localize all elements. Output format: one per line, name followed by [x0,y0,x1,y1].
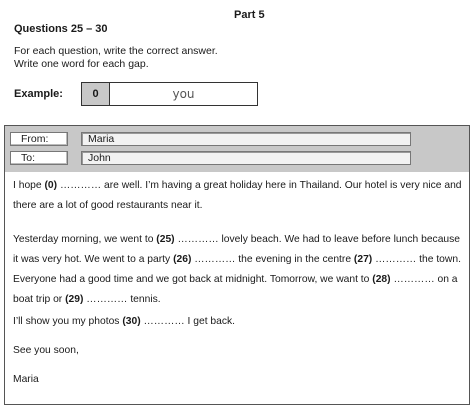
gap-number: (30) [122,316,141,327]
gap-number: (26) [173,254,192,265]
to-field: John [81,151,411,165]
email-closing: See you soon, [13,345,79,356]
gap-number: (28) [372,274,391,285]
example-label: Example: [14,88,63,100]
gap-number: (29) [65,294,84,305]
gap-number: (25) [156,234,175,245]
instruction-line-2: Write one word for each gap. [14,58,149,70]
example-number: 0 [82,83,110,105]
gap-number: (0) [44,180,58,191]
from-field: Maria [81,132,411,146]
email-window [4,125,470,405]
example-answer: you [172,87,195,101]
to-label: To: [10,151,68,165]
from-label: From: [10,132,68,146]
instruction-line-1: For each question, write the correct answer. [14,45,218,57]
part-title: Part 5 [234,9,265,21]
example-answer-box [81,82,258,106]
email-paragraph: I hope (0) ………… are well. I’m having a great holiday here in Thailand. Our hotel is very nice and there are a lot of good restaurants near it. [13,180,462,211]
email-signature: Maria [13,374,39,385]
email-paragraph: Yesterday morning, we went to (25) ………… lovely beach. We had to leave before lunch because it was very hot. We went to a party (26) ………… the evening in the centre (27) ………… the town. Everyone had a good time and we got back at midnight. Tomorrow, we want to (28) ………… on a boat trip or (29) ………… tennis. [13,234,461,305]
questions-title: Questions 25 – 30 [14,23,108,35]
email-paragraph: I’ll show you my photos (30) ………… I get back. [13,316,236,327]
gap-number: (27) [353,254,373,265]
